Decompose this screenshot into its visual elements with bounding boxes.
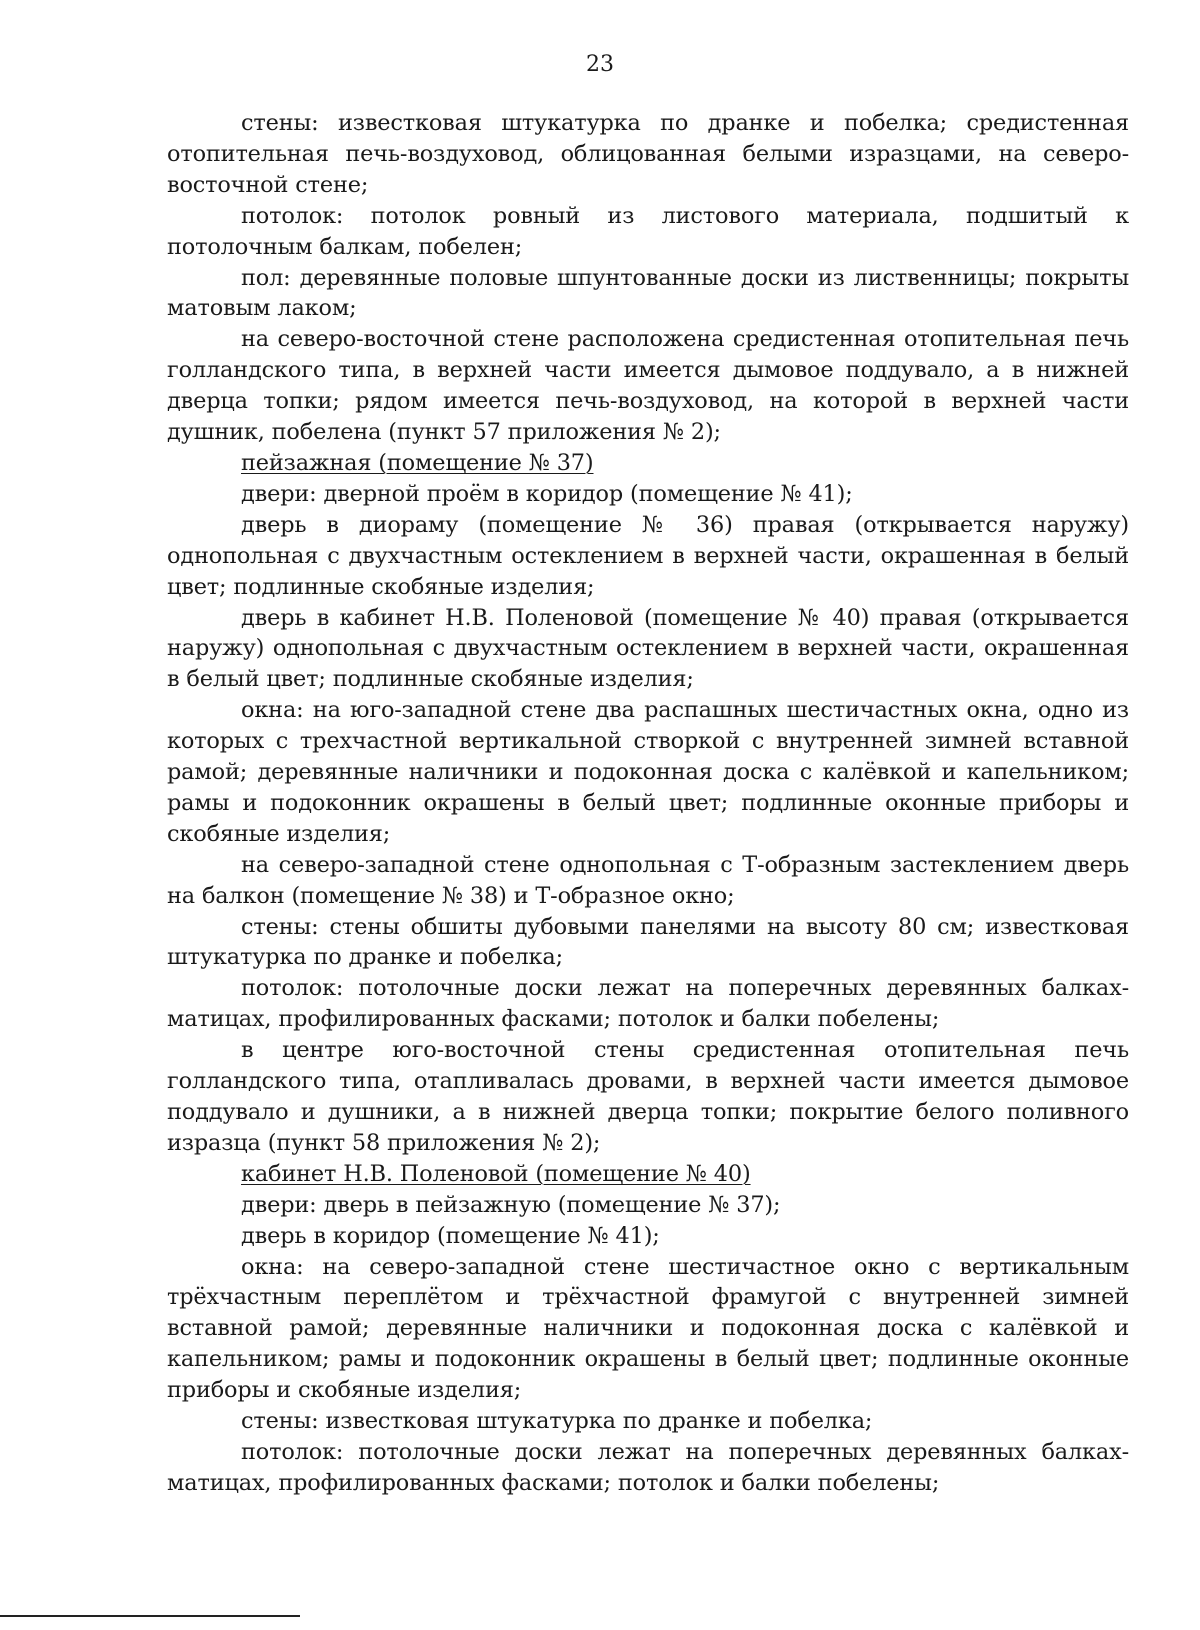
paragraph: в центре юго-восточной стены средистенная отопительная печь голландского типа, отапливалась дровами, в верхней части имеется дымовое поддувало и душники, а в нижней дверца топки; покрытие белого поливного изразца (пункт 58 приложения № 2); xyxy=(167,1037,1129,1156)
section-heading-text: пейзажная (помещение № 37) xyxy=(241,449,594,476)
paragraph: стены: известковая штукатурка по дранке и побелка; xyxy=(241,1408,873,1435)
paragraph: двери: дверь в пейзажную (помещение № 37); xyxy=(241,1191,781,1218)
paragraph: стены: стены обшиты дубовыми панелями на высоту 80 см; известковая штукатурка по дранке и побелка; xyxy=(167,913,1129,971)
paragraph: окна: на северо-западной стене шестичастное окно с вертикальным трёхчастным переплётом и трёхчастной фрамугой с внутренней зимней вставной рамой; деревянные наличники и подоконная доска с калёвкой и капельником; рамы и подоконник окрашены в белый цвет; подлинные оконные приборы и скобяные изделия; xyxy=(167,1253,1129,1404)
paragraph: потолок: потолок ровный из листового материала, подшитый к потолочным балкам, побелен; xyxy=(167,202,1129,260)
paragraph: потолок: потолочные доски лежат на поперечных деревянных балках-матицах, профилированных фасками; потолок и балки побелены; xyxy=(167,975,1129,1033)
section-heading xyxy=(167,448,1129,479)
paragraph: дверь в коридор (помещение № 41); xyxy=(241,1222,660,1249)
document-body xyxy=(167,108,1129,1499)
paragraph: пол: деревянные половые шпунтованные доски из лиственницы; покрыты матовым лаком; xyxy=(167,264,1129,322)
section-heading-text: кабинет Н.В. Поленовой (помещение № 40) xyxy=(241,1160,751,1187)
page-number: 23 xyxy=(586,52,614,77)
section-heading xyxy=(167,1159,1129,1190)
paragraph: стены: известковая штукатурка по дранке и побелка; средистенная отопительная печь-воздуховод, облицованная белыми изразцами, на северо-восточной стене; xyxy=(167,110,1129,198)
paragraph: потолок: потолочные доски лежат на поперечных деревянных балках-матицах, профилированных фасками; потолок и балки побелены; xyxy=(167,1438,1129,1496)
paragraph: на северо-западной стене однопольная с Т-образным застеклением дверь на балкон (помещение № 38) и Т-образное окно; xyxy=(167,851,1129,909)
paragraph: дверь в диораму (помещение № 36) правая (открывается наружу) однопольная с двухчастным остеклением в верхней части, окрашенная в белый цвет; подлинные скобяные изделия; xyxy=(167,511,1129,600)
footer-divider xyxy=(0,1615,300,1617)
paragraph: двери: дверной проём в коридор (помещение № 41); xyxy=(241,480,853,507)
paragraph: окна: на юго-западной стене два распашных шестичастных окна, одно из которых с трехчастной вертикальной створкой с внутренней зимней вставной рамой; деревянные наличники и подоконная доска с калёвкой и капельником; рамы и подоконник окрашены в белый цвет; подлинные оконные приборы и скобяные изделия; xyxy=(167,697,1129,847)
paragraph: на северо-восточной стене расположена средистенная отопительная печь голландского типа, в верхней части имеется дымовое поддувало, а в нижней дверца топки; рядом имеется печь-воздуховод, на которой в верхней части душник, побелена (пункт 57 приложения № 2); xyxy=(167,326,1129,446)
paragraph: дверь в кабинет Н.В. Поленовой (помещение № 40) правая (открывается наружу) однопольная с двухчастным остеклением в верхней части, окрашенная в белый цвет; подлинные скобяные изделия; xyxy=(167,604,1129,693)
